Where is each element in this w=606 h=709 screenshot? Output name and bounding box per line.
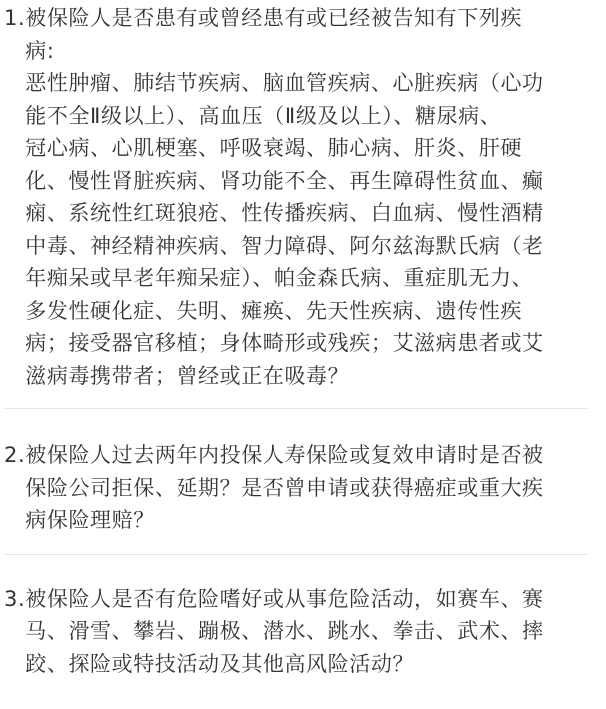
question-text: [25, 439, 588, 537]
question-line: 年痴呆或早老年痴呆症）、帕金森氏病、重症肌无力、: [25, 266, 534, 290]
question-line: 保险公司拒保、延期？是否曾申请或获得癌症或重大疾: [25, 475, 544, 500]
question-line: 化、慢性肾脏疾病、肾功能不全、再生障碍性贫血、癫: [25, 168, 544, 193]
question-number: 1.: [4, 6, 26, 30]
question-line: 滋病毒携带者；曾经或正在吸毒？: [25, 363, 350, 388]
divider: [4, 408, 588, 409]
question-line: 被保险人是否有危险嗜好或从事危险活动，如赛车、赛: [25, 586, 544, 611]
question-text: [25, 583, 588, 681]
question-line: 中毒、神经精神疾病、智力障碍、阿尔兹海默氏病（老: [25, 233, 544, 258]
question-line: 病:: [25, 38, 55, 63]
question-1: [4, 2, 588, 392]
question-2: [4, 439, 588, 537]
question-line: 能不全Ⅱ级以上）、高血压（Ⅱ级及以上）、糖尿病、: [25, 103, 502, 128]
divider: [4, 554, 588, 555]
question-line: 被保险人是否患有或曾经患有或已经被告知有下列疾: [25, 6, 523, 30]
question-line: 跤、探险或特技活动及其他高风险活动？: [25, 651, 415, 676]
question-line: 马、滑雪、攀岩、蹦极、潜水、跳水、拳击、武术、摔: [25, 619, 544, 643]
question-3: [4, 583, 588, 681]
question-line: 病；接受器官移植；身体畸形或残疾；艾滋病患者或艾: [25, 331, 544, 355]
question-line: 被保险人过去两年内投保人寿保险或复效申请时是否被: [25, 443, 544, 467]
question-line: 冠心病、心肌梗塞、呼吸衰竭、肺心病、肝炎、肝硬: [25, 136, 523, 160]
question-text: [25, 2, 588, 392]
question-line: 痫、系统性红斑狼疮、性传播疾病、白血病、慢性酒精: [25, 201, 544, 225]
question-line: 恶性肿瘤、肺结节疾病、脑血管疾病、心脏疾病（心功: [25, 71, 544, 95]
question-line: 多发性硬化症、失明、瘫痪、先天性疾病、遗传性疾: [25, 298, 523, 323]
question-line: 病保险理赔？: [25, 508, 155, 532]
question-number: 2.: [4, 443, 26, 467]
question-number: 3.: [4, 586, 26, 611]
